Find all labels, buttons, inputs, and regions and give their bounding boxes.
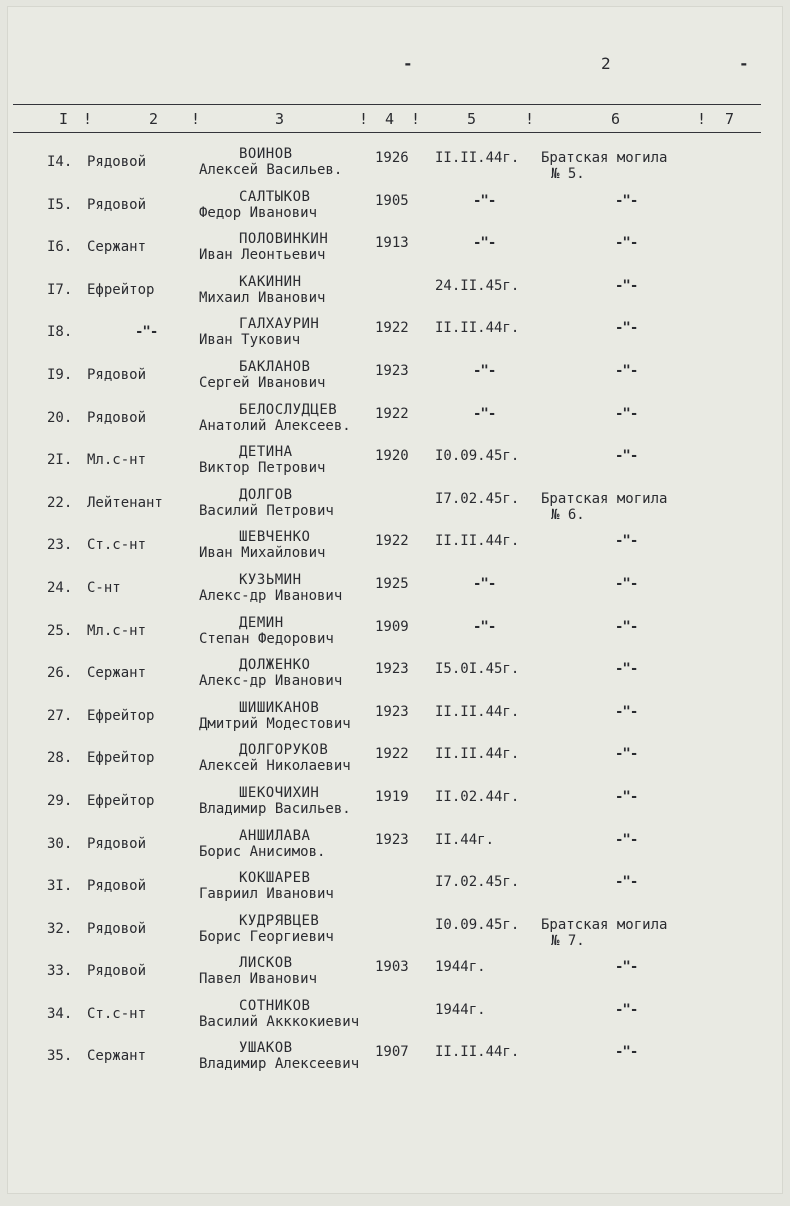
record-given-name: Иван Тукович bbox=[199, 332, 301, 349]
record-given-name: Алексей Николаевич bbox=[199, 758, 351, 775]
record-rank: Рядовой bbox=[87, 154, 147, 170]
record-number: 28. bbox=[47, 750, 73, 767]
record-number: I4. bbox=[47, 154, 73, 170]
record-given-name: Алекс-др Иванович bbox=[199, 673, 343, 690]
record-birth-year: 1903 bbox=[375, 959, 409, 976]
record-birth-year: 1922 bbox=[375, 746, 409, 763]
record-surname: ШИШИКАНОВ bbox=[239, 699, 320, 716]
record-rank: Ефрейтор bbox=[87, 281, 155, 298]
record-death-date: -"- bbox=[473, 618, 496, 635]
record-surname: ЛИСКОВ bbox=[239, 955, 293, 972]
record-row bbox=[7, 700, 783, 743]
record-given-name: Павел Иванович bbox=[199, 971, 318, 988]
header-dash-right: - bbox=[739, 54, 749, 73]
record-surname: ДОЛГОВ bbox=[239, 486, 293, 503]
record-burial-number: № 5. bbox=[551, 166, 585, 182]
record-row bbox=[7, 572, 783, 615]
record-death-date: 1944г. bbox=[435, 1001, 486, 1018]
record-burial: -"- bbox=[615, 746, 638, 763]
record-number: 29. bbox=[47, 792, 73, 809]
record-surname: АНШИЛАВА bbox=[239, 827, 311, 844]
record-row bbox=[7, 870, 783, 913]
record-rank: Ефрейтор bbox=[87, 792, 155, 809]
record-number: 25. bbox=[47, 622, 73, 639]
record-burial-number: № 6. bbox=[551, 506, 585, 523]
record-given-name: Виктор Петрович bbox=[199, 460, 326, 477]
page-number: 2 bbox=[601, 54, 611, 73]
record-given-name: Михаил Иванович bbox=[199, 289, 326, 306]
record-rank: Сержант bbox=[87, 665, 147, 682]
record-rank: Рядовой bbox=[87, 963, 147, 980]
record-birth-year: 1920 bbox=[375, 448, 409, 465]
record-death-date: II.II.44г. bbox=[435, 746, 520, 763]
record-death-date: I0.09.45г. bbox=[435, 916, 520, 933]
record-row bbox=[7, 444, 783, 487]
record-rank: Рядовой bbox=[87, 878, 147, 895]
record-birth-year: 1905 bbox=[375, 192, 409, 209]
record-given-name: Алекс-др Иванович bbox=[199, 587, 343, 604]
record-birth-year: 1907 bbox=[375, 1044, 409, 1061]
record-death-date: II.44г. bbox=[435, 831, 495, 848]
record-row bbox=[7, 828, 783, 871]
record-given-name: Борис Анисимов. bbox=[199, 843, 326, 860]
record-birth-year: 1909 bbox=[375, 618, 409, 635]
record-burial: -"- bbox=[615, 959, 638, 976]
record-row bbox=[7, 955, 783, 998]
record-row bbox=[7, 359, 783, 402]
record-rank: Рядовой bbox=[87, 196, 147, 213]
record-death-date: I5.0I.45г. bbox=[435, 661, 520, 678]
record-burial: -"- bbox=[615, 362, 638, 379]
record-burial: -"- bbox=[615, 575, 638, 592]
column-separator: ! bbox=[525, 110, 535, 128]
record-given-name: Иван Михайлович bbox=[199, 545, 326, 562]
record-birth-year: 1922 bbox=[375, 405, 409, 422]
record-row bbox=[7, 316, 783, 359]
record-burial: -"- bbox=[615, 703, 638, 720]
record-death-date: II.II.44г. bbox=[435, 1044, 520, 1061]
header-dash-left: - bbox=[403, 54, 413, 73]
record-row bbox=[7, 1040, 783, 1083]
header-rule-top bbox=[13, 104, 761, 105]
record-given-name: Анатолий Алексеев. bbox=[199, 417, 351, 434]
record-rank: -"- bbox=[135, 324, 158, 341]
record-death-date: II.II.44г. bbox=[435, 320, 520, 337]
column-separator: ! bbox=[697, 110, 707, 128]
column-header-7: 7 bbox=[725, 110, 735, 128]
record-birth-year: 1919 bbox=[375, 788, 409, 805]
record-number: 2I. bbox=[47, 452, 73, 469]
page-header bbox=[7, 54, 783, 78]
record-death-date: -"- bbox=[473, 362, 496, 379]
record-rank: Ст.с-нт bbox=[87, 1005, 147, 1022]
record-rank: Рядовой bbox=[87, 409, 147, 426]
record-rank: Сержант bbox=[87, 1048, 147, 1065]
record-birth-year: 1922 bbox=[375, 320, 409, 337]
record-row bbox=[7, 913, 783, 956]
record-given-name: Иван Леонтьевич bbox=[199, 247, 326, 264]
record-surname: БЕЛОСЛУДЦЕВ bbox=[239, 401, 338, 418]
record-surname: КУЗЬМИН bbox=[239, 571, 302, 588]
record-birth-year: 1926 bbox=[375, 150, 409, 166]
record-row bbox=[7, 146, 783, 189]
record-birth-year: 1923 bbox=[375, 661, 409, 678]
record-number: 33. bbox=[47, 963, 73, 980]
record-surname: САЛТЫКОВ bbox=[239, 188, 311, 205]
record-death-date: II.II.44г. bbox=[435, 533, 520, 550]
record-given-name: Владимир Алексеевич bbox=[199, 1056, 360, 1073]
record-number: 22. bbox=[47, 494, 73, 511]
record-row bbox=[7, 402, 783, 445]
record-surname: ВОИНОВ bbox=[239, 146, 293, 162]
record-burial: -"- bbox=[615, 320, 638, 337]
record-surname: КАКИНИН bbox=[239, 273, 302, 290]
record-rank: Ефрейтор bbox=[87, 707, 155, 724]
record-surname: УШАКОВ bbox=[239, 1040, 293, 1057]
record-death-date: -"- bbox=[473, 405, 496, 422]
record-death-date: -"- bbox=[473, 192, 496, 209]
record-surname: ПОЛОВИНКИН bbox=[239, 231, 329, 248]
record-surname: ГАЛХАУРИН bbox=[239, 316, 320, 333]
record-number: I5. bbox=[47, 196, 73, 213]
record-burial: -"- bbox=[615, 235, 638, 252]
record-given-name: Алексей Васильев. bbox=[199, 162, 343, 178]
record-birth-year: 1922 bbox=[375, 533, 409, 550]
record-rank: Ст.с-нт bbox=[87, 537, 147, 554]
column-header-row bbox=[7, 110, 783, 130]
column-header-3: 3 bbox=[275, 110, 285, 128]
record-row bbox=[7, 189, 783, 232]
record-number: I8. bbox=[47, 324, 73, 341]
record-birth-year: 1923 bbox=[375, 362, 409, 379]
record-rank: С-нт bbox=[87, 579, 121, 596]
record-surname: КОКШАРЕВ bbox=[239, 870, 311, 887]
record-list bbox=[7, 146, 783, 1083]
record-given-name: Федор Иванович bbox=[199, 204, 318, 221]
record-row bbox=[7, 615, 783, 658]
record-surname: ШЕКОЧИХИН bbox=[239, 784, 320, 801]
record-rank: Рядовой bbox=[87, 366, 147, 383]
record-given-name: Гавриил Иванович bbox=[199, 886, 334, 903]
record-number: 30. bbox=[47, 835, 73, 852]
record-rank: Мл.с-нт bbox=[87, 622, 147, 639]
column-separator: ! bbox=[411, 110, 421, 128]
record-given-name: Борис Георгиевич bbox=[199, 928, 334, 945]
record-rank: Ефрейтор bbox=[87, 750, 155, 767]
record-number: 34. bbox=[47, 1005, 73, 1022]
record-rank: Рядовой bbox=[87, 920, 147, 937]
record-burial: -"- bbox=[615, 874, 638, 891]
record-burial: -"- bbox=[615, 618, 638, 635]
record-death-date: II.02.44г. bbox=[435, 788, 520, 805]
record-number: 26. bbox=[47, 665, 73, 682]
record-row bbox=[7, 487, 783, 530]
record-death-date: I0.09.45г. bbox=[435, 448, 520, 465]
record-death-date: -"- bbox=[473, 575, 496, 592]
record-burial: -"- bbox=[615, 277, 638, 294]
record-burial: -"- bbox=[615, 1001, 638, 1018]
record-death-date: I7.02.45г. bbox=[435, 490, 520, 507]
record-rank: Сержант bbox=[87, 239, 147, 256]
record-row bbox=[7, 742, 783, 785]
column-header-4: 4 bbox=[385, 110, 395, 128]
record-death-date: I7.02.45г. bbox=[435, 874, 520, 891]
record-given-name: Дмитрий Модестович bbox=[199, 715, 351, 732]
record-row bbox=[7, 231, 783, 274]
column-header-6: 6 bbox=[611, 110, 621, 128]
record-row bbox=[7, 998, 783, 1041]
record-burial: Братская могила bbox=[541, 490, 668, 507]
record-surname: ШЕВЧЕНКО bbox=[239, 529, 311, 546]
record-birth-year: 1925 bbox=[375, 575, 409, 592]
record-row bbox=[7, 529, 783, 572]
column-header-5: 5 bbox=[467, 110, 477, 128]
record-rank: Рядовой bbox=[87, 835, 147, 852]
header-rule-bottom bbox=[13, 132, 761, 133]
record-birth-year: 1923 bbox=[375, 703, 409, 720]
record-number: I9. bbox=[47, 366, 73, 383]
record-burial: -"- bbox=[615, 788, 638, 805]
record-rank: Мл.с-нт bbox=[87, 452, 147, 469]
record-surname: ДОЛЖЕНКО bbox=[239, 657, 311, 674]
record-given-name: Сергей Иванович bbox=[199, 374, 326, 391]
record-number: I6. bbox=[47, 239, 73, 256]
record-given-name: Степан Федорович bbox=[199, 630, 334, 647]
record-death-date: 24.II.45г. bbox=[435, 277, 520, 294]
record-death-date: 1944г. bbox=[435, 959, 486, 976]
record-surname: БАКЛАНОВ bbox=[239, 358, 311, 375]
column-header-1: I bbox=[59, 110, 69, 128]
record-number: 24. bbox=[47, 579, 73, 596]
record-death-date: II.II.44г. bbox=[435, 150, 520, 166]
record-row bbox=[7, 274, 783, 317]
record-death-date: II.II.44г. bbox=[435, 703, 520, 720]
record-surname: ДОЛГОРУКОВ bbox=[239, 742, 329, 759]
record-number: 35. bbox=[47, 1048, 73, 1065]
column-separator: ! bbox=[191, 110, 201, 128]
document-page bbox=[7, 6, 783, 1194]
record-burial: -"- bbox=[615, 1044, 638, 1061]
record-surname: ДЕМИН bbox=[239, 614, 284, 631]
record-number: I7. bbox=[47, 281, 73, 298]
record-rank: Лейтенант bbox=[87, 494, 163, 511]
record-number: 20. bbox=[47, 409, 73, 426]
record-burial: Братская могила bbox=[541, 916, 668, 933]
record-row bbox=[7, 657, 783, 700]
column-header-2: 2 bbox=[149, 110, 159, 128]
record-burial: -"- bbox=[615, 448, 638, 465]
record-burial: -"- bbox=[615, 661, 638, 678]
record-row bbox=[7, 785, 783, 828]
record-birth-year: 1923 bbox=[375, 831, 409, 848]
record-burial: Братская могила bbox=[541, 150, 668, 166]
record-number: 32. bbox=[47, 920, 73, 937]
record-burial: -"- bbox=[615, 405, 638, 422]
column-separator: ! bbox=[359, 110, 369, 128]
record-burial: -"- bbox=[615, 192, 638, 209]
record-given-name: Василий Акккокиевич bbox=[199, 1013, 360, 1030]
record-burial: -"- bbox=[615, 533, 638, 550]
record-number: 23. bbox=[47, 537, 73, 554]
record-birth-year: 1913 bbox=[375, 235, 409, 252]
record-surname: ДЕТИНА bbox=[239, 444, 293, 461]
record-given-name: Василий Петрович bbox=[199, 502, 334, 519]
record-death-date: -"- bbox=[473, 235, 496, 252]
column-separator: ! bbox=[83, 110, 93, 128]
record-surname: КУДРЯВЦЕВ bbox=[239, 912, 320, 929]
record-burial: -"- bbox=[615, 831, 638, 848]
record-number: 27. bbox=[47, 707, 73, 724]
record-number: 3I. bbox=[47, 878, 73, 895]
record-given-name: Владимир Васильев. bbox=[199, 800, 351, 817]
record-surname: СОТНИКОВ bbox=[239, 997, 311, 1014]
record-burial-number: № 7. bbox=[551, 932, 585, 949]
